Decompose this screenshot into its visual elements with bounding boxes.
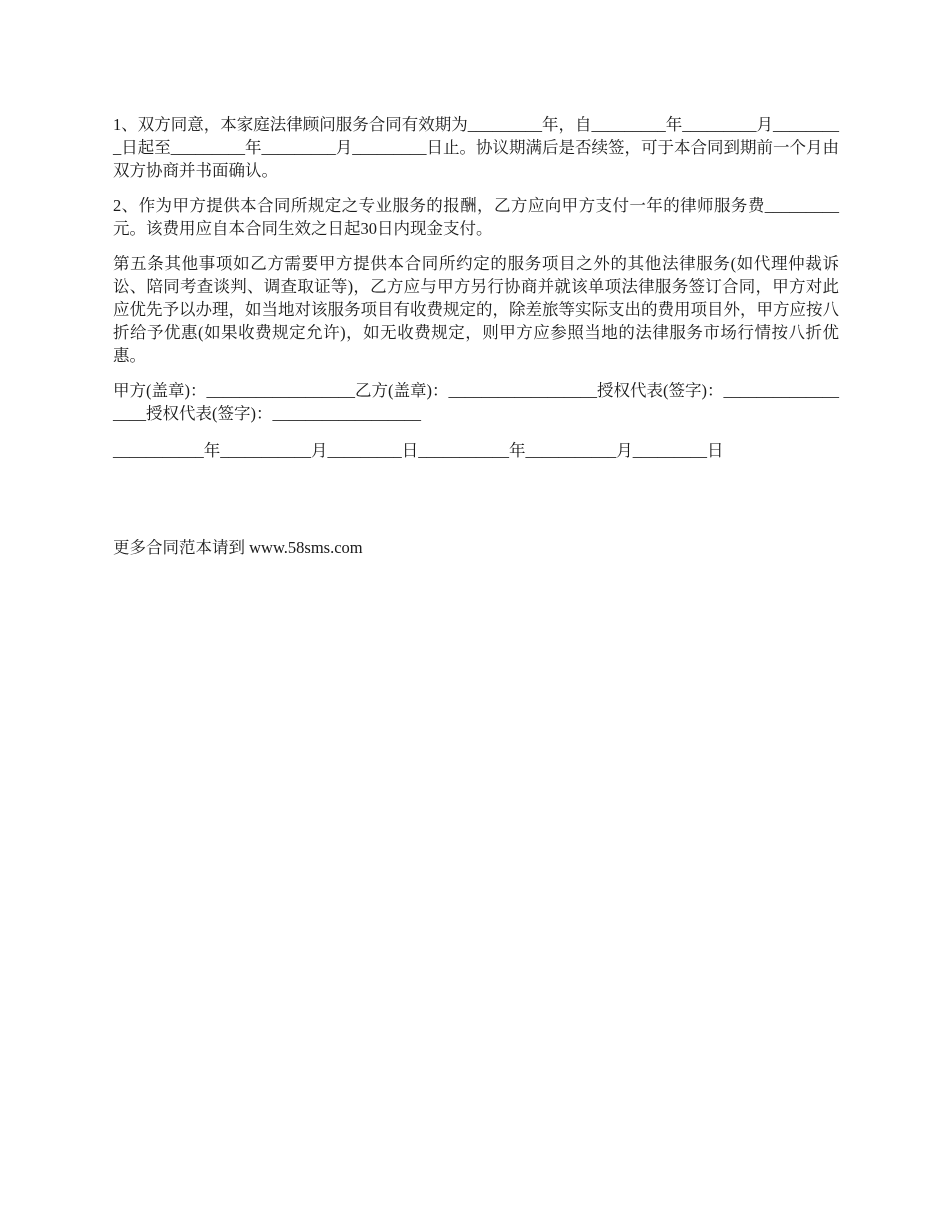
document-body (113, 113, 839, 474)
clause-validity-period: 1、双方同意，本家庭法律顾问服务合同有效期为_________年，自_________年_________月_________日起至_________年_________月_________日止。协议期满后是否续签，可于本合同到期前一个月由双方协商并书面确认。 (113, 115, 839, 180)
signature-block: 甲方(盖章)：__________________乙方(盖章)：__________________授权代表(签字)：__________________授权代表(签字)：__________________ (113, 381, 839, 423)
signature-date-line: ___________年___________月_________日___________年___________月_________日 (113, 441, 724, 460)
clause-service-fee: 2、作为甲方提供本合同所规定之专业服务的报酬，乙方应向甲方支付一年的律师服务费_________元。该费用应自本合同生效之日起30日内现金支付。 (113, 196, 839, 238)
article-five-other-matters: 第五条其他事项如乙方需要甲方提供本合同所约定的服务项目之外的其他法律服务(如代理仲裁诉讼、陪同考查谈判、调查取证等)，乙方应与甲方另行协商并就该单项法律服务签订合同，甲方对此应优先予以办理，如当地对该服务项目有收费规定的，除差旅等实际支出的费用项目外，甲方应按八折给予优惠(如果收费规定允许)，如无收费规定，则甲方应参照当地的法律服务市场行情按八折优惠。 (113, 254, 839, 365)
footer-note: 更多合同范本请到 www.58sms.com (113, 538, 363, 557)
